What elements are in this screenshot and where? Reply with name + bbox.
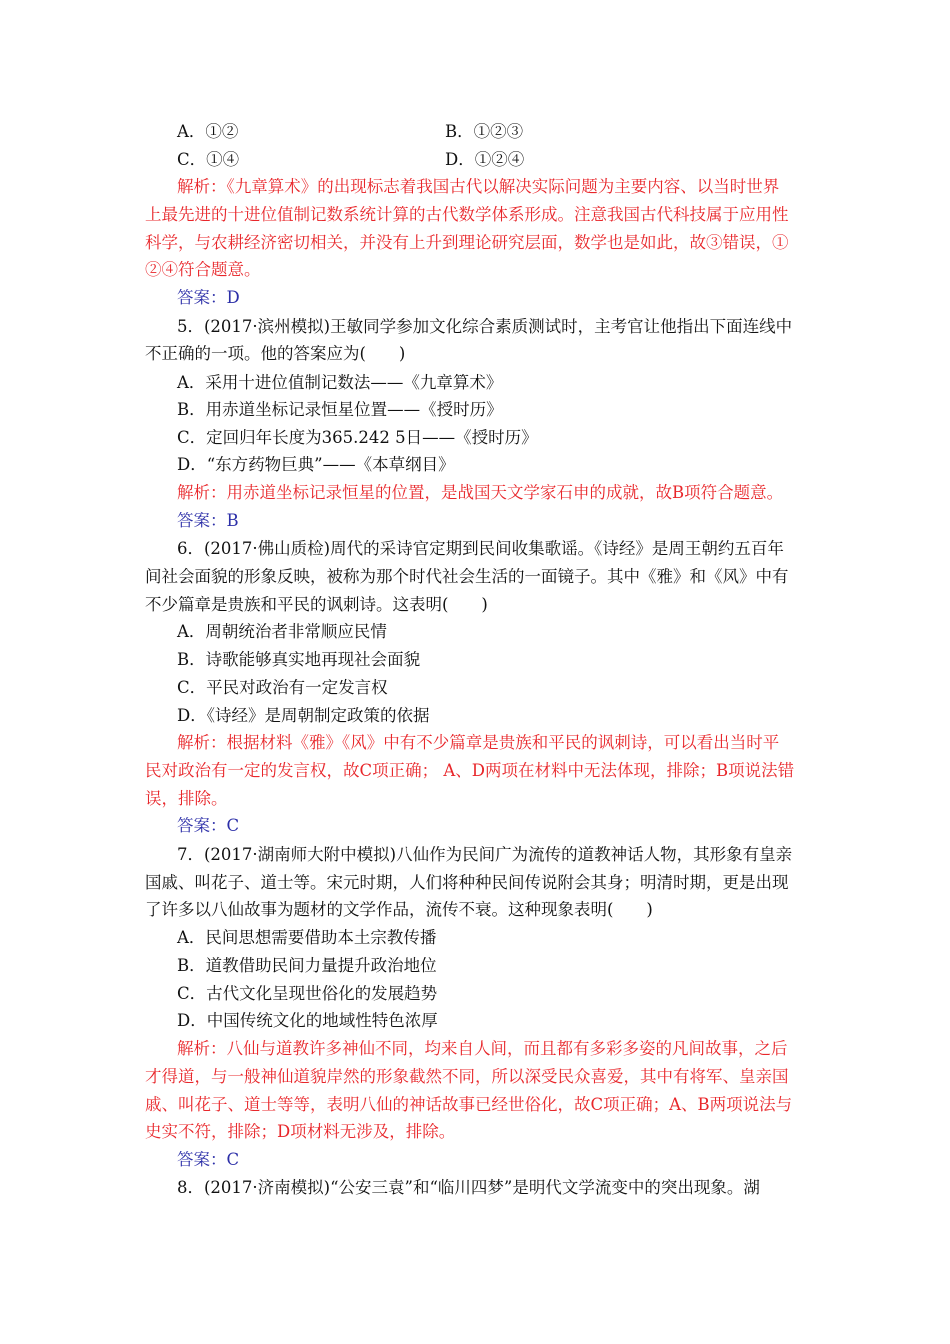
answer-line: 答案：C xyxy=(177,1150,240,1169)
analysis-line: 才得道，与一般神仙道貌岸然的形象截然不同，所以深受民众喜爱，其中有将军、皇亲国 xyxy=(145,1067,789,1086)
question-stem: 间社会面貌的形象反映，被称为那个时代社会生活的一面镜子。其中《雅》和《风》中有 xyxy=(145,567,789,586)
question-stem: 6．(2017·佛山质检)周代的采诗官定期到民间收集歌谣。《诗经》是周王朝约五百年 xyxy=(177,539,784,558)
option-c: C．①④ xyxy=(177,150,240,169)
question-stem: 8．(2017·济南模拟)“公安三袁”和“临川四梦”是明代文学流变中的突出现象。湖 xyxy=(177,1178,760,1197)
option-b: B．①②③ xyxy=(445,122,524,141)
answer-line: 答案：B xyxy=(177,511,239,530)
option-d: D．“东方药物巨典”——《本草纲目》 xyxy=(177,455,455,474)
analysis-line: 解析：用赤道坐标记录恒星的位置，是战国天文学家石申的成就，故B项符合题意。 xyxy=(177,483,784,502)
answer-line: 答案：C xyxy=(177,816,240,835)
analysis-line: ②④符合题意。 xyxy=(145,260,261,279)
question-stem: 不少篇章是贵族和平民的讽刺诗。这表明( ) xyxy=(145,595,488,614)
question-stem: 不正确的一项。他的答案应为( ) xyxy=(145,344,406,363)
option-c: C．平民对政治有一定发言权 xyxy=(177,678,388,697)
option-a: A．①② xyxy=(177,122,239,141)
analysis-line: 解析：根据材料《雅》《风》中有不少篇章是贵族和平民的讽刺诗，可以看出当时平 xyxy=(177,733,780,752)
option-c: C．古代文化呈现世俗化的发展趋势 xyxy=(177,984,438,1003)
analysis-line: 解析：《九章算术》的出现标志着我国古代以解决实际问题为主要内容、以当时世界 xyxy=(177,177,780,196)
question-stem: 5．(2017·滨州模拟)王敏同学参加文化综合素质测试时，主考官让他指出下面连线中 xyxy=(177,317,793,336)
analysis-line: 民对政治有一定的发言权，故C项正确； A、D两项在材料中无法体现，排除；B项说法错 xyxy=(145,761,795,780)
question-stem: 7．(2017·湖南师大附中模拟)八仙作为民间广为流传的道教神话人物，其形象有皇亲 xyxy=(177,845,793,864)
option-c: C．定回归年长度为365.242 5日——《授时历》 xyxy=(177,428,538,447)
option-d: D．《诗经》是周朝制定政策的依据 xyxy=(177,706,430,725)
analysis-line: 戚、叫花子、道士等等，表明八仙的神话故事已经世俗化，故C项正确；A、B两项说法与 xyxy=(145,1095,793,1114)
option-d: D．中国传统文化的地域性特色浓厚 xyxy=(177,1011,438,1030)
analysis-line: 误，排除。 xyxy=(145,789,228,808)
option-b: B．道教借助民间力量提升政治地位 xyxy=(177,956,437,975)
analysis-line: 史实不符，排除；D项材料无涉及，排除。 xyxy=(145,1122,456,1141)
analysis-line: 上最先进的十进位值制记数系统计算的古代数学体系形成。注意我国古代科技属于应用性 xyxy=(145,205,789,224)
option-a: A．周朝统治者非常顺应民情 xyxy=(177,622,387,641)
option-a: A．采用十进位值制记数法——《九章算术》 xyxy=(177,373,503,392)
question-stem: 国戚、叫花子、道士等。宋元时期，人们将种种民间传说附会其身；明清时期，更是出现 xyxy=(145,873,789,892)
answer-line: 答案：D xyxy=(177,288,240,307)
analysis-line: 科学，与农耕经济密切相关，并没有上升到理论研究层面，数学也是如此，故③错误，① xyxy=(145,233,789,252)
analysis-line: 解析：八仙与道教许多神仙不同，均来自人间，而且都有多彩多姿的凡间故事，之后 xyxy=(177,1039,788,1058)
option-b: B．用赤道坐标记录恒星位置——《授时历》 xyxy=(177,400,503,419)
option-a: A．民间思想需要借助本土宗教传播 xyxy=(177,928,437,947)
question-stem: 了许多以八仙故事为题材的文学作品，流传不衰。这种现象表明( ) xyxy=(145,900,653,919)
option-d: D．①②④ xyxy=(445,150,525,169)
option-b: B．诗歌能够真实地再现社会面貌 xyxy=(177,650,421,669)
